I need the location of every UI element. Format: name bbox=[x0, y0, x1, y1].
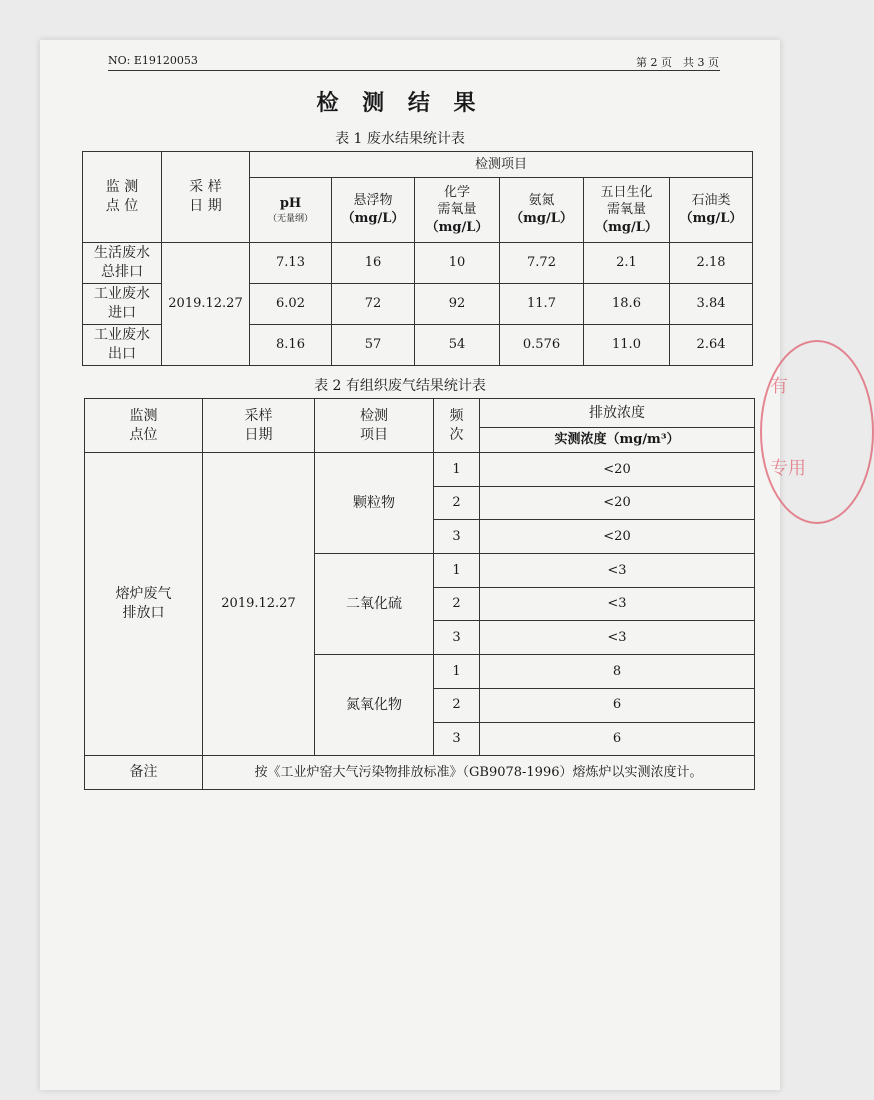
t1-item-unit: （无量纲） bbox=[267, 213, 313, 224]
t2-freq: 1 bbox=[434, 655, 480, 689]
t1-item-unit: （mg/L） bbox=[679, 211, 743, 226]
table1-caption: 表 1 废水结果统计表 bbox=[335, 131, 465, 147]
t1-value: 57 bbox=[332, 325, 415, 366]
t2-date: 2019.12.27 bbox=[203, 453, 315, 756]
official-seal bbox=[760, 340, 874, 524]
t1-item-name: 悬浮物 bbox=[353, 193, 393, 209]
t1-item-header bbox=[332, 178, 415, 243]
t1-item-header bbox=[584, 178, 670, 243]
t1-item-header bbox=[670, 178, 753, 243]
t1-value: 11.0 bbox=[584, 325, 670, 366]
t1-item-name: 化学 需氧量 bbox=[437, 184, 477, 218]
t2-value: <3 bbox=[480, 554, 755, 588]
t1-item-name: pH bbox=[279, 196, 302, 212]
table-row bbox=[85, 453, 755, 487]
remark-label: 备注 bbox=[85, 756, 203, 790]
t1-header-date: 采 样 日 期 bbox=[162, 152, 250, 243]
t1-item-name: 石油类 bbox=[691, 193, 731, 209]
t1-value: 2.64 bbox=[670, 325, 753, 366]
t1-value: 0.576 bbox=[500, 325, 584, 366]
t2-value: <3 bbox=[480, 621, 755, 655]
t1-item-unit: （mg/L） bbox=[425, 219, 489, 235]
t2-value: <20 bbox=[480, 453, 755, 487]
t2-freq: 2 bbox=[434, 688, 480, 722]
t2-item: 颗粒物 bbox=[315, 453, 434, 554]
t2-value: <3 bbox=[480, 587, 755, 621]
t2-freq: 1 bbox=[434, 554, 480, 588]
t1-value: 72 bbox=[332, 284, 415, 325]
t1-value: 6.02 bbox=[250, 284, 332, 325]
t1-value: 10 bbox=[415, 243, 500, 284]
t1-item-unit: （mg/L） bbox=[341, 211, 405, 226]
t1-date: 2019.12.27 bbox=[162, 243, 250, 366]
t1-item-name: 五日生化 需氧量 bbox=[600, 184, 653, 218]
t2-value: 6 bbox=[480, 688, 755, 722]
t1-item-header bbox=[415, 178, 500, 243]
t1-value: 7.72 bbox=[500, 243, 584, 284]
report-number: NO: E19120053 bbox=[108, 54, 198, 67]
t2-header-site: 监测 点位 bbox=[85, 399, 203, 453]
t2-freq: 3 bbox=[434, 520, 480, 554]
t1-item-unit: （mg/L） bbox=[595, 219, 658, 235]
t1-value: 16 bbox=[332, 243, 415, 284]
t1-value: 3.84 bbox=[670, 284, 753, 325]
t2-header-date: 采样 日期 bbox=[203, 399, 315, 453]
t2-freq: 2 bbox=[434, 486, 480, 520]
t2-item: 氮氧化物 bbox=[315, 655, 434, 756]
t1-value: 54 bbox=[415, 325, 500, 366]
t1-item-unit: （mg/L） bbox=[510, 211, 573, 226]
t1-value: 92 bbox=[415, 284, 500, 325]
t2-site: 熔炉废气 排放口 bbox=[85, 453, 203, 756]
t2-header-item: 检测 项目 bbox=[315, 399, 434, 453]
t1-value: 7.13 bbox=[250, 243, 332, 284]
wastewater-table bbox=[82, 151, 753, 366]
t1-value: 2.18 bbox=[670, 243, 753, 284]
t1-item-header bbox=[250, 178, 332, 243]
t2-header-emission: 排放浓度 bbox=[480, 399, 755, 428]
t2-freq: 2 bbox=[434, 587, 480, 621]
t2-freq: 1 bbox=[434, 453, 480, 487]
t1-item-name: 氨氮 bbox=[528, 193, 555, 209]
t2-item: 二氧化硫 bbox=[315, 554, 434, 655]
t2-header-measured: 实测浓度（mg/m³） bbox=[480, 428, 755, 453]
t1-value: 18.6 bbox=[584, 284, 670, 325]
seal-text-2: 专用 bbox=[770, 458, 806, 479]
t1-site: 工业废水 进口 bbox=[83, 284, 162, 325]
t2-header-freq: 频 次 bbox=[434, 399, 480, 453]
t1-value: 2.1 bbox=[584, 243, 670, 284]
seal-text-1: 有 bbox=[770, 376, 788, 397]
t2-value: <20 bbox=[480, 486, 755, 520]
exhaust-gas-table bbox=[84, 398, 755, 790]
t1-header-items: 检测项目 bbox=[250, 152, 753, 178]
t1-value: 11.7 bbox=[500, 284, 584, 325]
t2-value: 8 bbox=[480, 655, 755, 689]
remark-text: 按《工业炉窑大气污染物排放标准》（GB9078-1996）熔炼炉以实测浓度计。 bbox=[203, 756, 755, 790]
t2-value: <20 bbox=[480, 520, 755, 554]
t1-site: 生活废水 总排口 bbox=[83, 243, 162, 284]
t1-item-header bbox=[500, 178, 584, 243]
table-row bbox=[83, 243, 753, 284]
t2-freq: 3 bbox=[434, 722, 480, 756]
page-title: 检 测 结 果 bbox=[316, 90, 484, 116]
page-info: 第 2 页 共 3 页 bbox=[636, 56, 719, 69]
t1-site: 工业废水 出口 bbox=[83, 325, 162, 366]
t1-header-site: 监 测 点 位 bbox=[83, 152, 162, 243]
header-divider bbox=[108, 70, 720, 71]
t1-value: 8.16 bbox=[250, 325, 332, 366]
t2-freq: 3 bbox=[434, 621, 480, 655]
table2-caption: 表 2 有组织废气结果统计表 bbox=[314, 378, 486, 394]
t2-value: 6 bbox=[480, 722, 755, 756]
